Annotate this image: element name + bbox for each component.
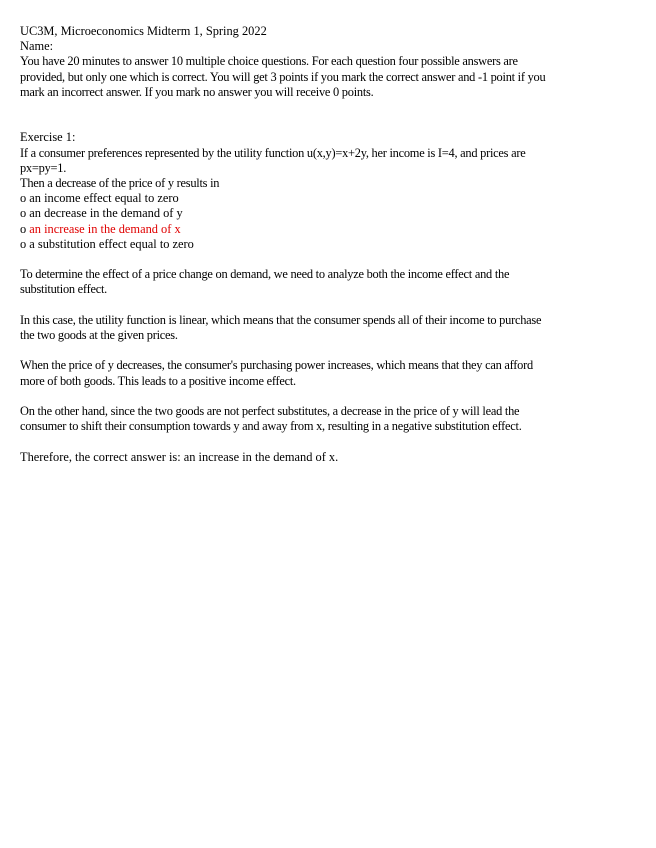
explanation-paragraph — [20, 313, 625, 343]
explanation-line: the two goods at the given prices. — [20, 328, 178, 343]
explanation-paragraph — [20, 267, 625, 297]
spacer — [20, 389, 625, 404]
explanation-line: To determine the effect of a price change on demand, we need to analyze both the income effect and the — [20, 267, 510, 282]
spacer — [20, 434, 625, 449]
spacer — [20, 252, 625, 267]
question-line: If a consumer preferences represented by the utility function u(x,y)=x+2y, her income is I=4, and prices are — [20, 145, 526, 160]
answer-options — [20, 191, 625, 252]
highlighted-answer: an increase in the demand of x — [29, 221, 181, 236]
answer-option-selected[interactable] — [20, 222, 625, 237]
instructions-line: provided, but only one which is correct. You will get 3 points if you mark the correct answer and -1 point if you — [20, 69, 546, 84]
answer-option[interactable]: o an income effect equal to zero — [20, 191, 179, 206]
spacer — [20, 298, 625, 313]
name-label: Name: — [20, 39, 54, 54]
option-marker: o — [20, 221, 30, 236]
explanation-line: substitution effect. — [20, 282, 107, 297]
instructions-line: You have 20 minutes to answer 10 multiple choice questions. For each question four possible answers are — [20, 54, 518, 69]
instructions-line: mark an incorrect answer. If you mark no answer you will receive 0 points. — [20, 84, 374, 99]
explanation-line: When the price of y decreases, the consumer's purchasing power increases, which means that they can afford — [20, 358, 533, 373]
question-line: Then a decrease of the price of y results in — [20, 176, 220, 191]
question-line: px=py=1. — [20, 160, 67, 175]
document-page — [20, 24, 625, 465]
conclusion-text: Therefore, the correct answer is: an increase in the demand of x. — [20, 449, 339, 464]
spacer — [20, 343, 625, 358]
instructions-paragraph — [20, 54, 625, 100]
explanation-paragraph — [20, 404, 625, 434]
exercise-heading: Exercise 1: — [20, 130, 76, 145]
explanation-line: consumer to shift their consumption towards y and away from x, resulting in a negative substitution effect. — [20, 419, 522, 434]
question-text — [20, 146, 625, 192]
document-title: UC3M, Microeconomics Midterm 1, Spring 2022 — [20, 24, 267, 38]
explanation-paragraph — [20, 358, 625, 388]
answer-option[interactable]: o an decrease in the demand of y — [20, 206, 183, 221]
explanation-line: In this case, the utility function is linear, which means that the consumer spends all of their income to purchase — [20, 312, 542, 327]
explanation-line: more of both goods. This leads to a positive income effect. — [20, 373, 296, 388]
answer-option[interactable]: o a substitution effect equal to zero — [20, 236, 194, 251]
explanation-line: On the other hand, since the two goods are not perfect substitutes, a decrease in the price of y will lead the — [20, 404, 520, 418]
spacer — [20, 100, 625, 130]
